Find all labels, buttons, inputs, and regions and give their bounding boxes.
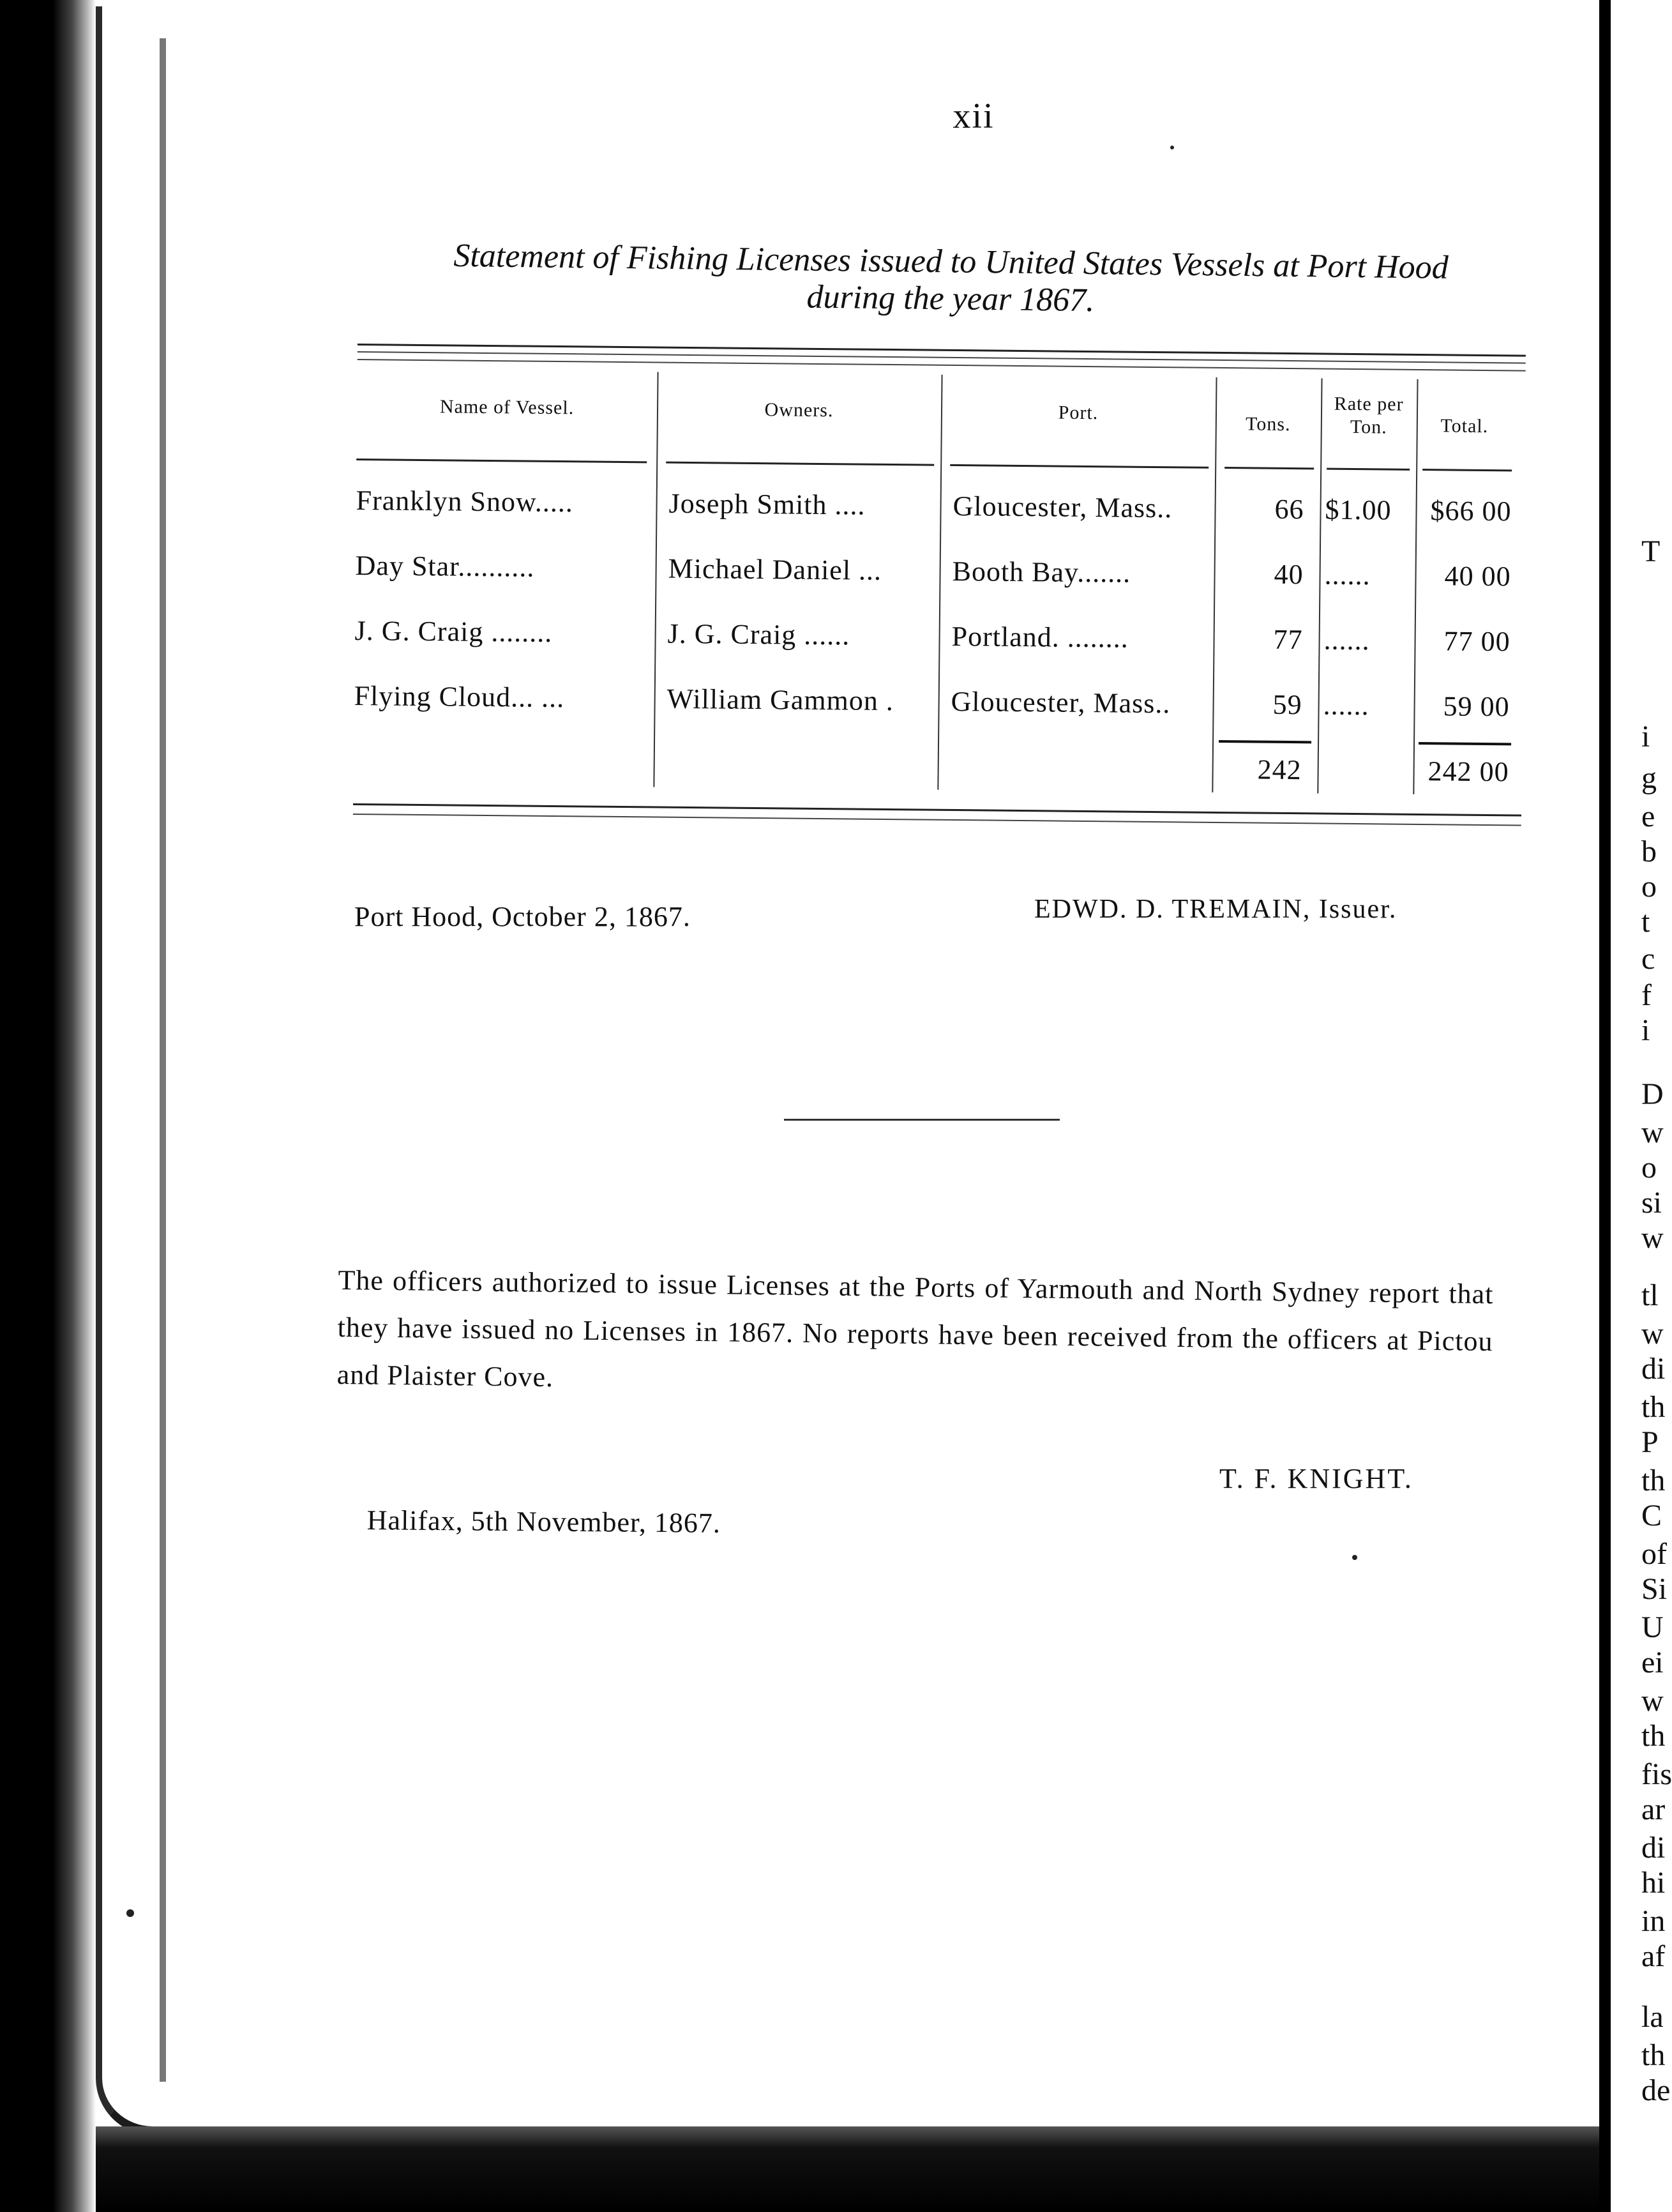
facing-page-letter: th: [1641, 2038, 1666, 2072]
tons-sum-line: [1219, 740, 1311, 743]
page-number: xii: [953, 96, 995, 136]
total-amount: 242 00: [1427, 755, 1509, 788]
table-bottom-rule: [353, 803, 1521, 817]
facing-page-letter: C: [1641, 1499, 1662, 1533]
facing-page-letter: e: [1641, 799, 1655, 833]
header-tons: Tons.: [1245, 413, 1291, 436]
facing-page-letter: di: [1641, 1831, 1666, 1865]
row-2-vessel: Day Star..........: [355, 549, 535, 583]
facing-page-letter: th: [1641, 1719, 1666, 1753]
facing-page-letter: t: [1641, 905, 1650, 939]
row-3-vessel: J. G. Craig ........: [354, 614, 553, 648]
report-paragraph: The officers authorized to issue Licenses at the Ports of Yarmouth and North Sydney report that they have issued no Licenses in 1867. No reports have been received from the officers at Pictou and Plaister Cove.: [336, 1264, 1494, 1393]
row-4-owners: William Gammon .: [667, 683, 894, 717]
row-1-vessel: Franklyn Snow.....: [356, 484, 574, 519]
facing-page-fragment: [1611, 0, 1672, 2212]
header-port: Port.: [1058, 402, 1099, 424]
header-underline: [950, 464, 1209, 469]
facing-page-letter: b: [1641, 835, 1657, 868]
row-4-port: Gloucester, Mass..: [951, 685, 1171, 720]
row-4-rate: ......: [1323, 689, 1369, 722]
scan-speck: [1352, 1555, 1357, 1560]
row-1-port: Gloucester, Mass..: [953, 490, 1173, 524]
row-1-rate: $1.00: [1325, 494, 1392, 526]
issuer-signature: EDWD. D. TREMAIN, Issuer.: [1034, 895, 1397, 924]
column-divider: [1317, 378, 1322, 793]
header-total: Total.: [1440, 415, 1489, 437]
page-border: [96, 6, 1590, 2135]
statement-title-line-1: Statement of Fishing Licenses issued to United States Vessels at Port Hood: [453, 237, 1449, 286]
section-separator: [784, 1119, 1060, 1121]
header-owners: Owners.: [764, 399, 834, 421]
header-underline: [1224, 467, 1314, 469]
header-underline: [356, 458, 647, 463]
row-3-port: Portland. ........: [951, 620, 1129, 654]
facing-page-letter: ar: [1641, 1792, 1666, 1826]
row-3-total: 77 00: [1443, 625, 1510, 658]
row-1-owners: Joseph Smith ....: [668, 487, 866, 521]
facing-page-letter: tl: [1641, 1278, 1659, 1312]
facing-page-letter: P: [1641, 1425, 1659, 1459]
facing-page-letter: th: [1641, 1464, 1666, 1497]
report-place-date: Halifax, 5th November, 1867.: [366, 1504, 721, 1539]
statement-title-line-2: during the year 1867.: [806, 278, 1095, 319]
facing-page-letter: i: [1641, 720, 1650, 754]
row-4-total: 59 00: [1443, 690, 1510, 723]
row-2-owners: Michael Daniel ...: [668, 552, 882, 586]
row-3-owners: J. G. Craig ......: [667, 617, 850, 651]
facing-page-letter: o: [1641, 1151, 1657, 1185]
row-3-rate: ......: [1323, 624, 1370, 656]
facing-page-letter: di: [1641, 1352, 1666, 1386]
page-spine: [1599, 0, 1611, 2212]
facing-page-letter: D: [1641, 1077, 1664, 1111]
facing-page-letter: of: [1641, 1537, 1667, 1571]
column-divider: [653, 372, 658, 787]
row-2-tons: 40: [1274, 558, 1304, 591]
row-4-tons: 59: [1272, 688, 1302, 721]
facing-page-letter: af: [1641, 1939, 1666, 1973]
row-1-tons: 66: [1274, 493, 1304, 526]
facing-page-letter: de: [1641, 2073, 1671, 2107]
row-2-total: 40 00: [1444, 560, 1511, 593]
issue-place-date: Port Hood, October 2, 1867.: [354, 901, 691, 932]
facing-page-letter: i: [1641, 1013, 1650, 1047]
facing-page-letter: o: [1641, 870, 1657, 904]
report-signature: T. F. KNIGHT.: [1219, 1463, 1413, 1494]
row-2-port: Booth Bay.......: [952, 555, 1131, 589]
header-rate: Rate per Ton.: [1334, 393, 1404, 438]
facing-page-letter: in: [1641, 1904, 1666, 1938]
facing-page-letter: g: [1641, 761, 1657, 795]
row-3-tons: 77: [1273, 623, 1303, 656]
row-1-total: $66 00: [1430, 495, 1512, 527]
scan-left-margin: [0, 0, 96, 2212]
statement-title: [357, 236, 1545, 325]
facing-page-letter: hi: [1641, 1866, 1666, 1900]
facing-page-letter: w: [1641, 1317, 1664, 1351]
page-gutter-line: [160, 38, 166, 2082]
header-underline: [1422, 469, 1512, 471]
row-4-vessel: Flying Cloud... ...: [354, 679, 565, 714]
facing-page-letter: T: [1641, 534, 1661, 568]
scan-speck: [126, 1909, 134, 1917]
facing-page-letter: si: [1641, 1186, 1662, 1220]
facing-page-letter: c: [1641, 942, 1655, 976]
facing-page-letter: Si: [1641, 1572, 1668, 1606]
row-2-rate: ......: [1324, 559, 1371, 591]
facing-page-letter: w: [1641, 1221, 1664, 1255]
facing-page-letter: w: [1641, 1116, 1664, 1149]
scan-bottom-margin: [96, 2126, 1668, 2212]
facing-page-letter: la: [1641, 2000, 1664, 2034]
licenses-table: [353, 344, 1526, 853]
scan-speck: [1170, 146, 1174, 149]
facing-page-letter: w: [1641, 1684, 1664, 1718]
total-tons: 242: [1257, 754, 1302, 786]
table-bottom-rule-inner: [353, 814, 1521, 826]
header-vessel: Name of Vessel.: [439, 396, 575, 419]
header-underline: [1327, 468, 1410, 471]
facing-page-letter: f: [1641, 978, 1652, 1012]
facing-page-letter: ei: [1641, 1646, 1664, 1679]
facing-page-letter: U: [1641, 1610, 1664, 1644]
facing-page-letter: th: [1641, 1390, 1666, 1424]
column-divider: [937, 375, 942, 790]
facing-page-letter: fis: [1641, 1757, 1672, 1791]
header-underline: [666, 462, 934, 466]
total-sum-line: [1419, 742, 1511, 745]
